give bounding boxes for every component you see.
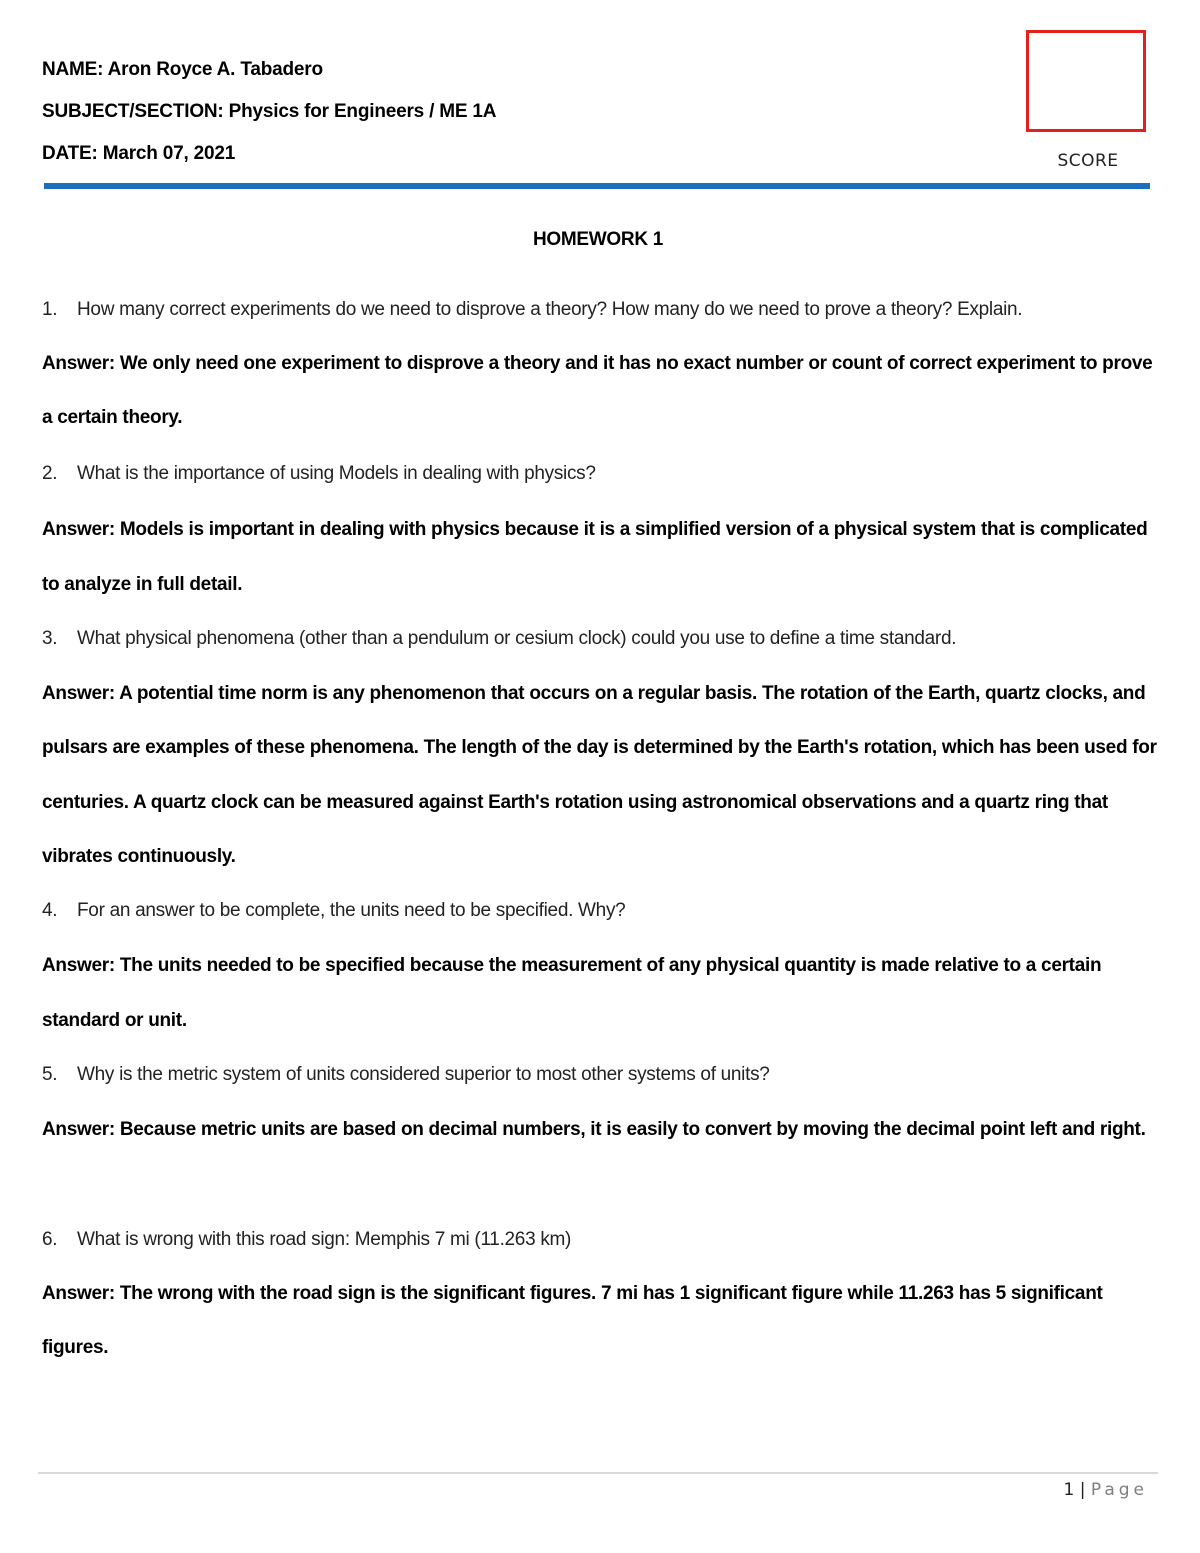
footer-divider	[38, 1472, 1158, 1474]
date-line	[42, 143, 235, 165]
question-text: Why is the metric system of units considered superior to most other systems of units?	[77, 1064, 770, 1085]
qa-item-1	[42, 299, 1162, 445]
question-number: 3.	[42, 628, 58, 649]
question-5	[42, 1064, 1162, 1086]
question-text: What is wrong with this road sign: Memphis 7 mi (11.263 km)	[77, 1229, 572, 1250]
answer-2	[42, 502, 1162, 612]
question-number: 5.	[42, 1064, 58, 1085]
page-word: Page	[1090, 1480, 1148, 1500]
question-3	[42, 628, 1162, 650]
answer-text: We only need one experiment to disprove a theory and it has no exact number or count of correct experiment to prove a certain theory.	[42, 353, 1153, 428]
footer-separator: |	[1079, 1480, 1086, 1500]
name-line	[42, 59, 323, 81]
question-2	[42, 463, 1162, 485]
answer-prefix: Answer:	[42, 353, 115, 374]
answer-6	[42, 1267, 1162, 1375]
answer-4	[42, 939, 1162, 1048]
question-number: 1.	[42, 299, 58, 320]
question-6	[42, 1229, 1162, 1251]
page-footer	[1063, 1480, 1148, 1500]
answer-prefix: Answer:	[42, 1119, 115, 1140]
question-text: For an answer to be complete, the units need to be specified. Why?	[77, 900, 626, 921]
question-number: 4.	[42, 900, 58, 921]
document-title: HOMEWORK 1	[532, 229, 663, 250]
question-text: How many correct experiments do we need to disprove a theory? How many do we need to prove a theory? Explain.	[77, 299, 1023, 320]
score-label: SCORE	[1057, 151, 1119, 171]
question-number: 6.	[42, 1229, 58, 1250]
question-4	[42, 900, 1162, 922]
question-1	[42, 299, 1162, 321]
answer-prefix: Answer:	[42, 683, 115, 704]
qa-item-5	[42, 1064, 1162, 1158]
question-number: 2.	[42, 463, 58, 484]
answer-prefix: Answer:	[42, 519, 115, 540]
question-text: What is the importance of using Models in dealing with physics?	[77, 463, 596, 484]
name-value: Aron Royce A. Tabadero	[107, 59, 323, 80]
answer-text: The units needed to be specified because the measurement of any physical quantity is made relative to a certain standard or unit.	[42, 955, 1102, 1031]
score-box	[1026, 30, 1146, 132]
answer-prefix: Answer:	[42, 955, 115, 976]
qa-item-4	[42, 900, 1162, 1048]
date-value: March 07, 2021	[102, 143, 236, 164]
name-label: NAME:	[42, 59, 104, 80]
answer-3	[42, 667, 1162, 884]
answer-text: Models is important in dealing with physics because it is a simplified version of a physical system that is complicated to analyze in full detail.	[42, 519, 1148, 595]
date-label: DATE:	[42, 143, 98, 164]
header-divider	[44, 183, 1150, 189]
qa-item-6	[42, 1229, 1162, 1375]
page-number: 1	[1063, 1480, 1075, 1500]
qa-item-3	[42, 628, 1162, 884]
answer-1	[42, 337, 1162, 445]
question-text: What physical phenomena (other than a pendulum or cesium clock) could you use to define a time standard.	[77, 628, 957, 649]
answer-text: Because metric units are based on decimal numbers, it is easily to convert by moving the decimal point left and right.	[119, 1119, 1146, 1140]
answer-text: The wrong with the road sign is the significant figures. 7 mi has 1 significant figure while 11.263 has 5 significant figures.	[42, 1283, 1103, 1358]
subject-label: SUBJECT/SECTION:	[42, 101, 224, 122]
answer-prefix: Answer:	[42, 1283, 115, 1304]
qa-item-2	[42, 463, 1162, 612]
subject-value: Physics for Engineers / ME 1A	[228, 101, 497, 122]
subject-line	[42, 101, 496, 123]
answer-5	[42, 1103, 1162, 1158]
answer-text: A potential time norm is any phenomenon that occurs on a regular basis. The rotation of the Earth, quartz clocks, and pulsars are examples of these phenomena. The length of the day is determined by the Earth's rotation, which has been used for centuries. A quartz clock can be measured against Earth's rotation using astronomical observations and a quartz ring that vibrates continuously.	[42, 683, 1157, 867]
